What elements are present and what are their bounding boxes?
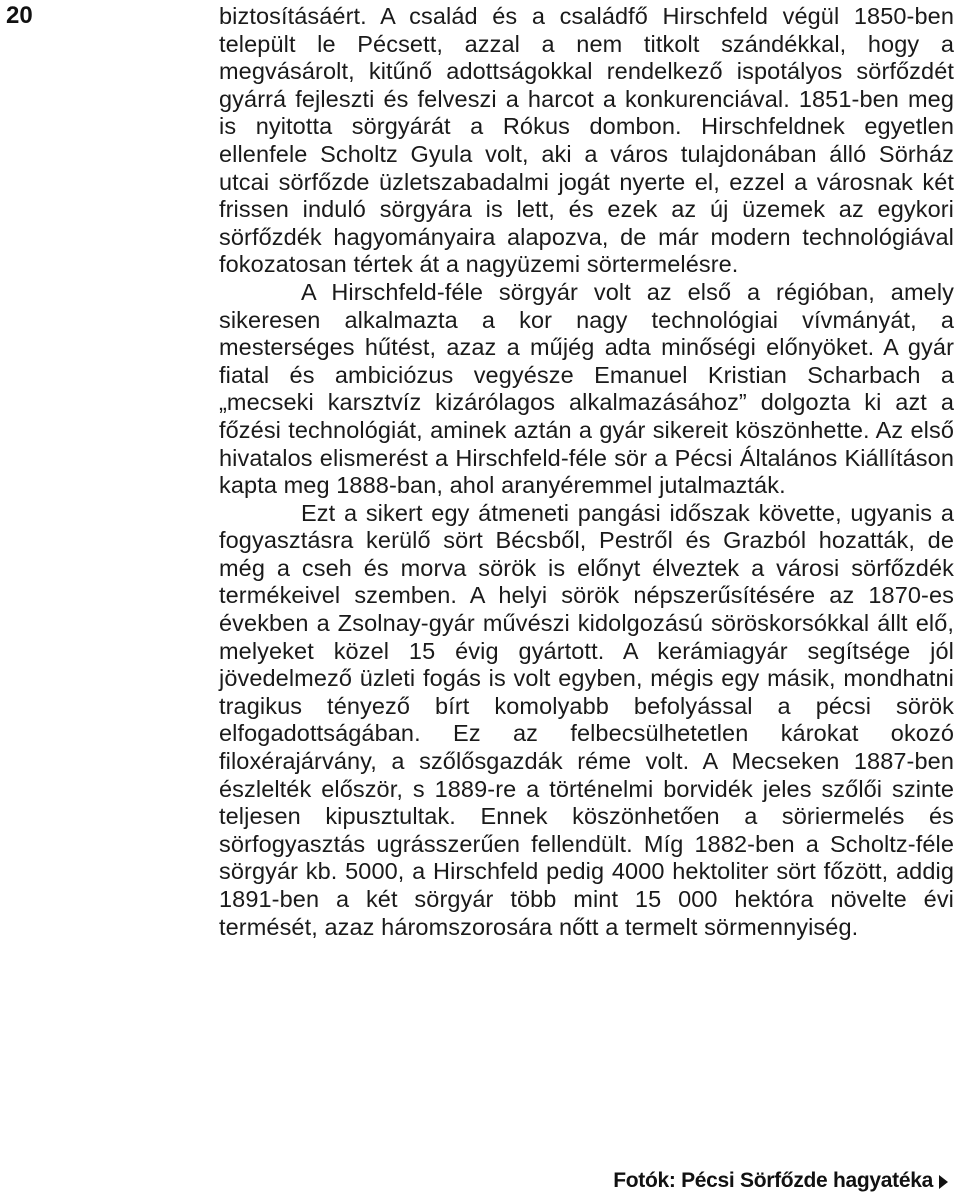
photo-credit bbox=[613, 1167, 948, 1195]
paragraph-3: Ezt a sikert egy átmeneti pangási időszak követte, ugyanis a fogyasztásra kerülő sört Bécsből, Pestről és Grazból hozatták, de még a cseh és morva sörök is előnyt élveztek a városi sörfőzdék termékeivel szemben. A helyi sörök népszerűsítésére az 1870-es években a Zsolnay-gyár művészi kidolgozású söröskorsókkal állt elő, melyeket közel 15 évig gyártott. A kerámiagyár segítsége jól jövedelmező üzleti fogás is volt egyben, mégis egy másik, mondhatni tragikus tényező bírt komolyabb befolyással a pécsi sörök elfogadottságában. Ez az felbecsülhetetlen károkat okozó filoxérajárvány, a szőlősgazdák réme volt. A Mecseken 1887-ben észlelték először, s 1889-re a történelmi borvidék jeles szőlői szinte teljesen kipusztultak. Ennek köszönhetően a söriermelés és sörfogyasztás ugrásszerűen fellendült. Míg 1882-ben a Scholtz-féle sörgyár kb. 5000, a Hirschfeld pedig 4000 hektoliter sört főzött, addig 1891-ben a két sörgyár több mint 15 000 hektóra növelte évi termését, azaz háromszorosára nőtt a termelt sörmennyiség. bbox=[219, 499, 954, 940]
photo-credit-text: Fotók: Pécsi Sörfőzde hagyatéka bbox=[613, 1169, 933, 1192]
paragraph-2: A Hirschfeld-féle sörgyár volt az első a régióban, amely sikeresen alkalmazta a kor nagy technológiai vívmányát, a mesterséges hűtést, azaz a műjég adta minőségi előnyöket. A gyár fiatal és ambiciózus vegyésze Emanuel Kristian Scharbach a „mecseki karsztvíz kizárólagos alkalmazásához” dolgozta ki azt a főzési technológiát, aminek aztán a gyár sikereit köszönhette. Az első hivatalos elismerést a Hirschfeld-féle sör a Pécsi Általános Kiállításon kapta meg 1888-ban, ahol aranyéremmel jutalmazták. bbox=[219, 278, 954, 499]
arrow-right-icon bbox=[939, 1175, 948, 1189]
paragraph-1: biztosításáért. A család és a családfő Hirschfeld végül 1850-ben települt le Pécsett, azzal a nem titkolt szándékkal, hogy a megvásárolt, kitűnő adottságokkal rendelkező ispotályos sörfőzdét gyárrá fejleszti és felveszi a harcot a konkurenciával. 1851-ben meg is nyitotta sörgyárát a Rókus dombon. Hirschfeldnek egyetlen ellenfele Scholtz Gyula volt, aki a város tulajdonában álló Sörház utcai sörfőzde üzletszabadalmi jogát nyerte el, ezzel a városnak két frissen induló sörgyára is lett, és ezek az új üzemek az egykori sörfőzdék hagyományaira alapozva, de már modern technológiával fokozatosan tértek át a nagyüzemi sörtermelésre. bbox=[219, 3, 954, 278]
article-body bbox=[219, 3, 954, 941]
page-number: 20 bbox=[6, 2, 33, 29]
